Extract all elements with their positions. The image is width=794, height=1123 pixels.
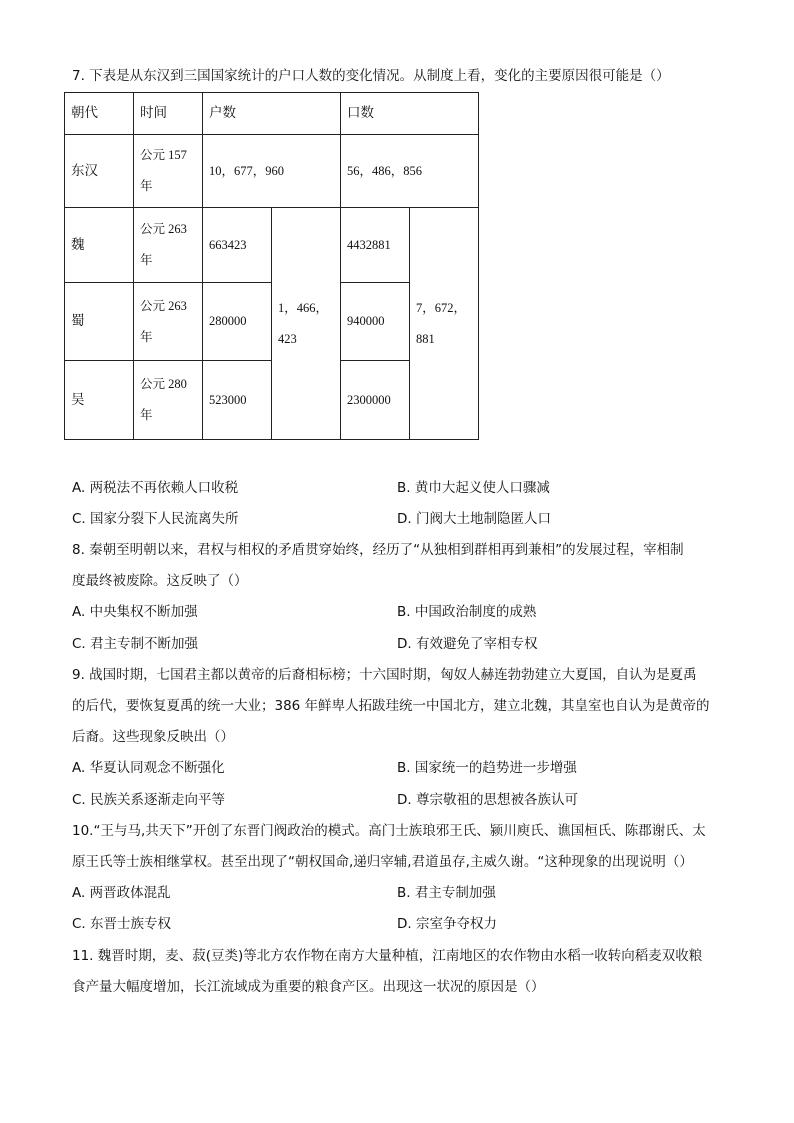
q7-option-d[interactable]: D. 门阀大土地制隐匿人口 bbox=[397, 511, 551, 527]
q8-option-c[interactable]: C. 君主专制不断加强 bbox=[72, 636, 199, 652]
q7-option-a[interactable]: A. 两税法不再依赖人口收税 bbox=[72, 480, 239, 496]
q10-option-b[interactable]: B. 君主专制加强 bbox=[397, 885, 496, 901]
q8-option-a[interactable]: A. 中央集权不断加强 bbox=[72, 604, 198, 620]
q10-option-c[interactable]: C. 东晋士族专权 bbox=[72, 916, 172, 932]
time-cell: 公元 280 年 bbox=[134, 361, 203, 440]
q10-option-a[interactable]: A. 两晋政体混乱 bbox=[72, 885, 171, 901]
table-row bbox=[65, 208, 479, 283]
q9-stem-line-3: 后裔。这些现象反映出（） bbox=[72, 729, 234, 745]
q8-option-b[interactable]: B. 中国政治制度的成熟 bbox=[397, 604, 537, 620]
dynasty-cell: 东汉 bbox=[65, 135, 134, 208]
households-cell: 280000 bbox=[203, 283, 272, 361]
q8-stem-line-2: 度最终被废除。这反映了（） bbox=[72, 573, 248, 589]
table-header-row bbox=[65, 93, 479, 135]
q9-option-d[interactable]: D. 尊宗敬祖的思想被各族认可 bbox=[397, 792, 578, 808]
q9-option-c[interactable]: C. 民族关系逐渐走向平等 bbox=[72, 792, 226, 808]
header-dynasty: 朝代 bbox=[65, 93, 134, 135]
q11-stem-line-1: 11. 魏晋时期，麦、菽(豆类)等北方农作物在南方大量种植，江南地区的农作物由水稻一收转向稻麦双收粮 bbox=[72, 948, 703, 964]
dynasty-cell: 吴 bbox=[65, 361, 134, 440]
population-cell: 940000 bbox=[341, 283, 410, 361]
households-cell: 10，677，960 bbox=[203, 135, 341, 208]
q10-stem-line-1: 10.“王与马,共天下”开创了东晋门阀政治的模式。高门士族琅邪王氏、颍川庾氏、谯国桓氏、陈郡谢氏、太 bbox=[72, 823, 706, 839]
q9-stem-line-2: 的后代，要恢复夏禹的统一大业；386 年鲜卑人拓跋珪统一中国北方，建立北魏，其皇室也自认为是黄帝的 bbox=[72, 698, 710, 714]
q8-option-d[interactable]: D. 有效避免了宰相专权 bbox=[397, 636, 538, 652]
q7-option-b[interactable]: B. 黄巾大起义使人口骤减 bbox=[397, 480, 550, 496]
q7-option-c[interactable]: C. 国家分裂下人民流离失所 bbox=[72, 511, 239, 527]
households-cell: 523000 bbox=[203, 361, 272, 440]
q11-stem-line-2: 食产量大幅度增加，长江流域成为重要的粮食产区。出现这一状况的原因是（） bbox=[72, 979, 545, 995]
q9-option-b[interactable]: B. 国家统一的趋势进一步增强 bbox=[397, 760, 577, 776]
households-cell: 663423 bbox=[203, 208, 272, 283]
q10-stem-line-2: 原王氏等士族相继掌权。甚至出现了“朝权国命,递归宰辅,君道虽存,主威久谢。“这种现象的出现说明（） bbox=[72, 854, 693, 870]
header-population: 口数 bbox=[341, 93, 479, 135]
q9-stem-line-1: 9. 战国时期，七国君主都以黄帝的后裔相标榜；十六国时期，匈奴人赫连勃勃建立大夏国，自认为是夏禹 bbox=[72, 667, 697, 683]
population-cell: 2300000 bbox=[341, 361, 410, 440]
q9-option-a[interactable]: A. 华夏认同观念不断强化 bbox=[72, 760, 225, 776]
table-row bbox=[65, 135, 479, 208]
time-cell: 公元 263 年 bbox=[134, 208, 203, 283]
q10-option-d[interactable]: D. 宗室争夺权力 bbox=[397, 916, 497, 932]
header-households: 户数 bbox=[203, 93, 341, 135]
dynasty-cell: 蜀 bbox=[65, 283, 134, 361]
population-cell: 56，486，856 bbox=[341, 135, 479, 208]
q8-stem-line-1: 8. 秦朝至明朝以来，君权与相权的矛盾贯穿始终，经历了“从独相到群相再到兼相”的发展过程，宰相制 bbox=[72, 542, 684, 558]
time-cell: 公元 263 年 bbox=[134, 283, 203, 361]
population-total-cell: 7，672，881 bbox=[410, 208, 479, 440]
population-cell: 4432881 bbox=[341, 208, 410, 283]
dynasty-cell: 魏 bbox=[65, 208, 134, 283]
households-total-cell: 1，466，423 bbox=[272, 208, 341, 440]
time-cell: 公元 157 年 bbox=[134, 135, 203, 208]
q7-stem: 7. 下表是从东汉到三国国家统计的户口人数的变化情况。从制度上看，变化的主要原因很可能是（） bbox=[72, 68, 670, 84]
population-table bbox=[64, 92, 479, 440]
header-time: 时间 bbox=[134, 93, 203, 135]
